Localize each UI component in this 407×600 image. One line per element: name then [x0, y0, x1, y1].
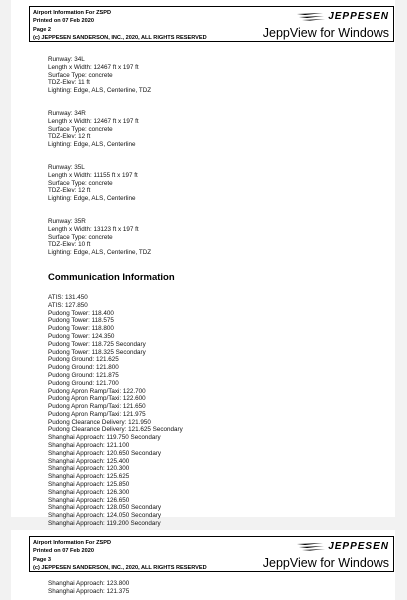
comm-frequency-item: Shanghai Approach: 126.300	[48, 488, 130, 496]
comm-frequency-item: Pudong Ground: 121.700	[48, 379, 119, 387]
runway-dims: Length x Width: 13123 ft x 197 ft	[48, 225, 139, 233]
header-printed-date: Printed on 07 Feb 2020	[33, 548, 94, 555]
header-title: Airport Information For ZSPD	[33, 540, 111, 546]
page-header	[29, 536, 394, 572]
header-copyright: (c) JEPPESEN SANDERSON, INC., 2020, ALL RIGHTS RESERVED	[33, 34, 207, 41]
comm-frequency-item: Pudong Apron Ramp/Taxi: 121.650	[48, 403, 146, 411]
runway-dims: Length x Width: 12467 ft x 197 ft	[48, 63, 139, 71]
runway-surface: Surface Type: concrete	[48, 71, 113, 79]
comm-frequency-item: Pudong Ground: 121.800	[48, 364, 119, 372]
runway-list	[48, 56, 388, 257]
runway-block	[48, 218, 388, 257]
runway-tdz: TDZ-Elev: 12 ft	[48, 133, 91, 141]
runway-lighting: Lighting: Edge, ALS, Centerline	[48, 141, 136, 149]
runway-dims: Length x Width: 11155 ft x 197 ft	[48, 171, 138, 179]
runway-lighting: Lighting: Edge, ALS, Centerline, TDZ	[48, 249, 152, 257]
comm-frequency-item: Shanghai Approach: 119.750 Secondary	[48, 434, 161, 442]
runway-tdz: TDZ-Elev: 12 ft	[48, 187, 91, 195]
runway-surface: Surface Type: concrete	[48, 179, 113, 187]
header-info	[33, 539, 207, 572]
brand-name: JEPPESEN	[328, 10, 389, 22]
brand-name: JEPPESEN	[328, 540, 389, 552]
comm-frequency-item: ATIS: 127.850	[48, 301, 88, 309]
product-name: JeppView for Windows	[262, 26, 389, 40]
comm-frequency-item: Pudong Tower: 118.725 Secondary	[48, 340, 146, 348]
comm-frequency-item: Pudong Ground: 121.625	[48, 356, 119, 364]
comm-frequency-item: Pudong Tower: 118.800	[48, 325, 114, 333]
comm-frequency-item: Pudong Tower: 118.575	[48, 317, 114, 325]
runway-dims: Length x Width: 12467 ft x 197 ft	[48, 117, 139, 125]
runway-runway: Runway: 34R	[48, 109, 86, 117]
comm-frequency-item: Shanghai Approach: 128.050 Secondary	[48, 504, 162, 512]
comm-frequency-item: ATIS: 131.450	[48, 293, 88, 301]
runway-runway: Runway: 34L	[48, 56, 85, 63]
comm-frequency-item: Pudong Tower: 118.400	[48, 309, 114, 317]
brand-logo	[297, 10, 389, 22]
brand-logo	[297, 540, 389, 552]
page-content	[48, 56, 388, 528]
comm-frequency-item: Pudong Apron Ramp/Taxi: 121.975	[48, 410, 146, 418]
document-page-2	[11, 0, 395, 528]
comm-frequency-item: Shanghai Approach: 123.800	[48, 580, 130, 587]
header-printed-date: Printed on 07 Feb 2020	[33, 18, 94, 25]
runway-surface: Surface Type: concrete	[48, 233, 113, 241]
runway-surface: Surface Type: concrete	[48, 125, 113, 133]
document-page-3	[11, 530, 395, 600]
runway-tdz: TDZ-Elev: 10 ft	[48, 241, 91, 249]
header-copyright: (c) JEPPESEN SANDERSON, INC., 2020, ALL RIGHTS RESERVED	[33, 564, 207, 571]
jeppesen-swoosh-icon	[297, 12, 325, 21]
comm-frequency-item: Pudong Apron Ramp/Taxi: 122.600	[48, 395, 146, 403]
runway-block	[48, 56, 388, 95]
header-page-number: Page 3	[33, 556, 52, 563]
runway-lighting: Lighting: Edge, ALS, Centerline	[48, 195, 136, 203]
comm-frequency-item: Pudong Clearance Delivery: 121.625 Secondary	[48, 426, 183, 434]
comm-frequency-item: Shanghai Approach: 121.100	[48, 442, 130, 450]
comm-frequency-item: Shanghai Approach: 119.200 Secondary	[48, 520, 161, 528]
product-name: JeppView for Windows	[262, 556, 389, 570]
comm-frequency-item: Pudong Clearance Delivery: 121.950	[48, 418, 151, 426]
communication-list	[48, 294, 388, 528]
comm-frequency-item: Shanghai Approach: 120.650 Secondary	[48, 449, 162, 457]
runway-runway: Runway: 35L	[48, 163, 85, 171]
runway-block	[48, 164, 388, 203]
header-title: Airport Information For ZSPD	[33, 10, 111, 16]
header-page-number: Page 2	[33, 26, 52, 33]
jeppesen-swoosh-icon	[297, 542, 325, 551]
comm-frequency-item: Shanghai Approach: 121.375	[48, 587, 130, 595]
comm-frequency-item: Shanghai Approach: 125.400	[48, 457, 130, 465]
comm-frequency-item: Pudong Apron Ramp/Taxi: 122.700	[48, 387, 146, 395]
comm-frequency-item: Pudong Tower: 118.325 Secondary	[48, 348, 146, 356]
runway-lighting: Lighting: Edge, ALS, Centerline, TDZ	[48, 87, 152, 95]
comm-frequency-item: Shanghai Approach: 120.300	[48, 465, 130, 473]
comm-frequency-item: Shanghai Approach: 124.050 Secondary	[48, 512, 162, 520]
comm-frequency-item: Shanghai Approach: 126.650	[48, 496, 130, 504]
runway-runway: Runway: 35R	[48, 217, 86, 225]
comm-frequency-item: Pudong Ground: 121.875	[48, 371, 119, 379]
header-info	[33, 9, 207, 42]
page-header	[29, 6, 394, 42]
comm-frequency-item: Shanghai Approach: 125.850	[48, 481, 130, 489]
runway-block	[48, 110, 388, 149]
communication-list	[48, 580, 129, 596]
runway-tdz: TDZ-Elev: 11 ft	[48, 79, 90, 87]
comm-frequency-item: Pudong Tower: 124.350	[48, 332, 115, 340]
communication-section-title: Communication Information	[48, 271, 175, 283]
comm-frequency-item: Shanghai Approach: 125.625	[48, 473, 130, 481]
